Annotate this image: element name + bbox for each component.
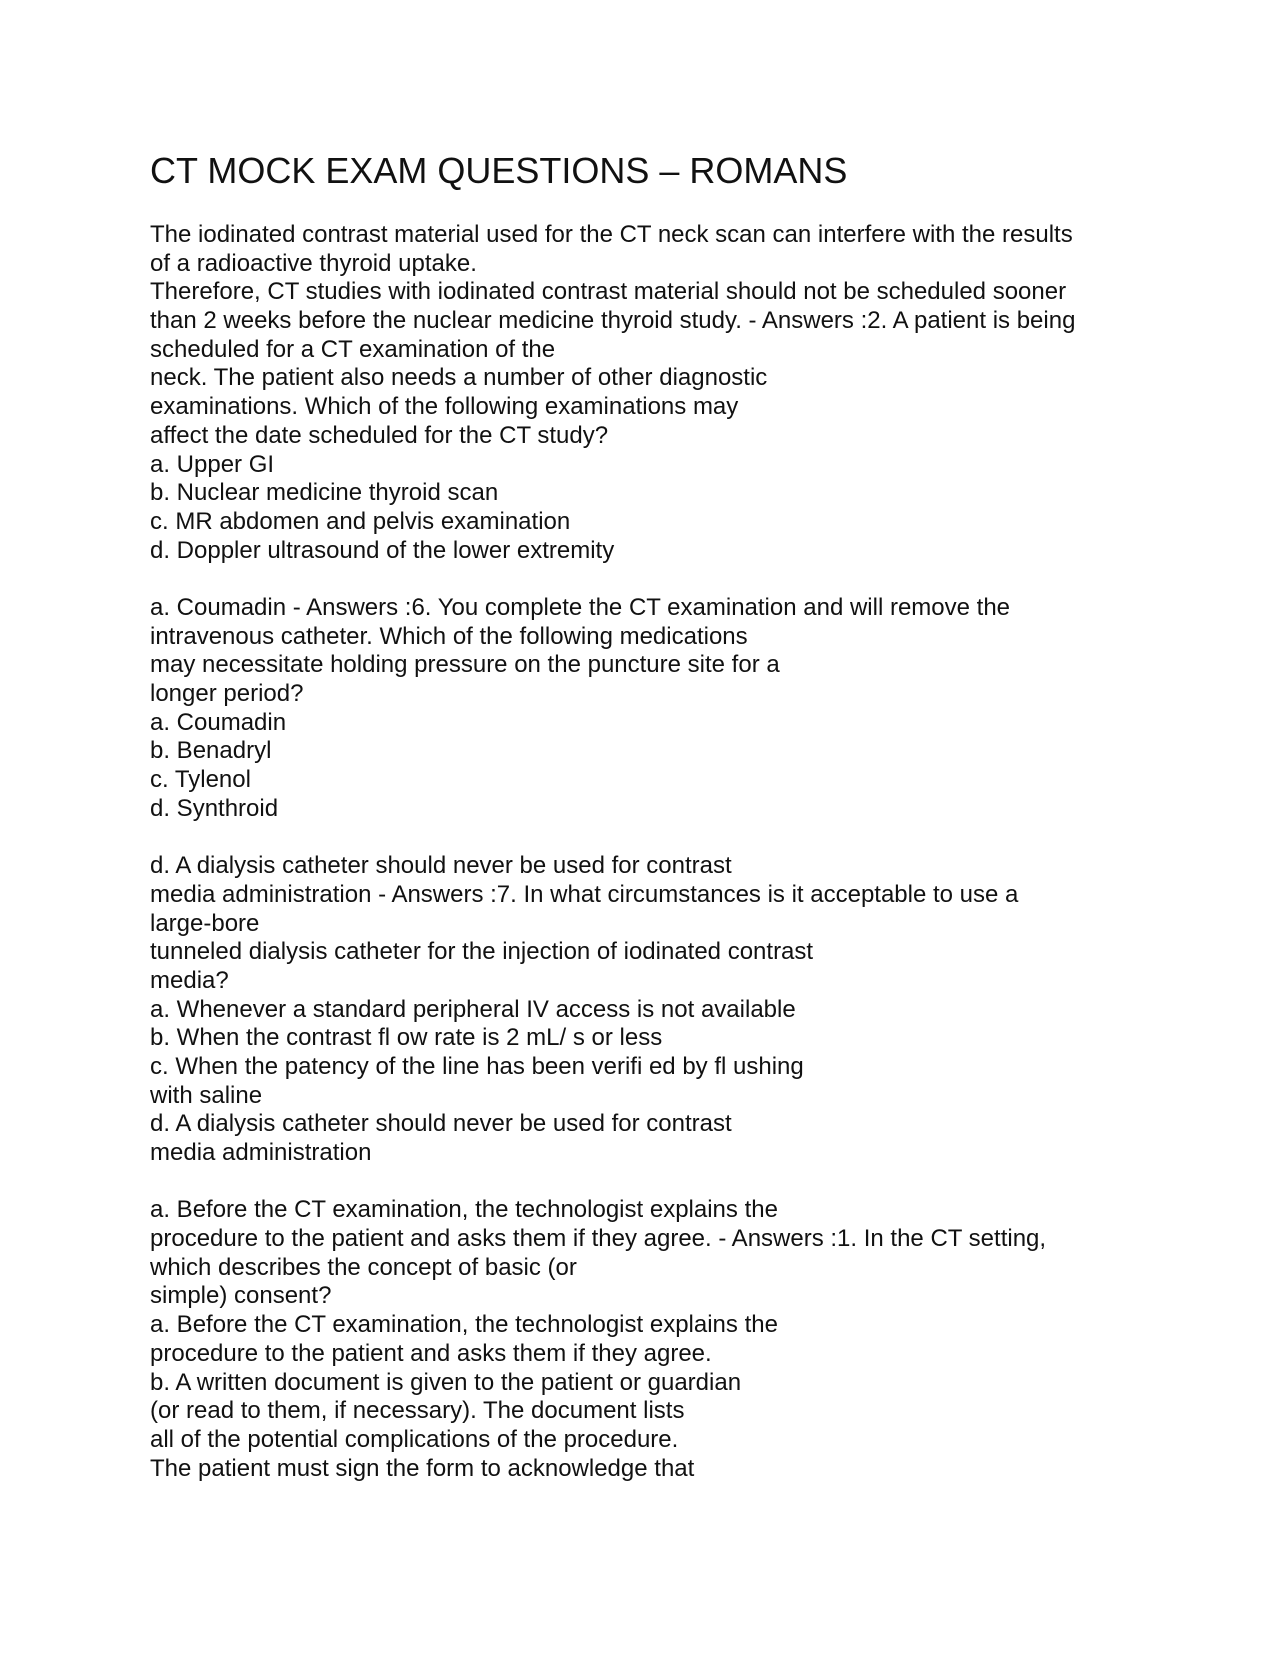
text-line: scheduled for a CT examination of the <box>150 335 556 363</box>
text-line: longer period? <box>150 680 304 707</box>
text-line: The iodinated contrast material used for the CT neck scan can interfere with the results <box>150 221 1073 248</box>
paragraph-gap <box>150 565 1150 594</box>
document-title: CT MOCK EXAM QUESTIONS – ROMANS <box>150 150 848 191</box>
question-block <box>150 852 1150 1168</box>
paragraph-gap <box>150 1168 1150 1197</box>
text-line: which describes the concept of basic (or <box>150 1253 577 1281</box>
text-line: b. Nuclear medicine thyroid scan <box>150 479 499 507</box>
text-line: media administration - Answers :7. In what circumstances is it acceptable to use a <box>150 880 1019 908</box>
text-line: c. Tylenol <box>150 766 251 794</box>
text-line: Therefore, CT studies with iodinated contrast material should not be scheduled sooner <box>150 278 1067 306</box>
text-line: (or read to them, if necessary). The document lists <box>150 1397 685 1425</box>
text-line: than 2 weeks before the nuclear medicine thyroid study. - Answers :2. A patient is being <box>150 307 1076 335</box>
text-line: b. Benadryl <box>150 737 272 765</box>
text-line: procedure to the patient and asks them if they agree. - Answers :1. In the CT setting, <box>150 1225 1047 1253</box>
text-line: procedure to the patient and asks them if they agree. <box>150 1339 712 1367</box>
text-line: simple) consent? <box>150 1282 332 1310</box>
paragraph-gap <box>150 823 1150 852</box>
text-line: d. Doppler ultrasound of the lower extremity <box>150 536 615 564</box>
text-line: a. Coumadin - Answers :6. You complete the CT examination and will remove the <box>150 593 1011 621</box>
text-line: b. A written document is given to the patient or guardian <box>150 1368 742 1396</box>
text-line: d. Synthroid <box>150 794 279 822</box>
question-block <box>150 221 1150 565</box>
text-line: large-bore <box>150 909 260 937</box>
text-line: of a radioactive thyroid uptake. <box>150 249 477 277</box>
text-line: media? <box>150 966 229 994</box>
text-line: d. A dialysis catheter should never be used for contrast <box>150 1110 732 1138</box>
question-block <box>150 594 1150 824</box>
text-line: examinations. Which of the following examinations may <box>150 393 739 421</box>
text-line: with saline <box>150 1081 263 1109</box>
text-line: tunneled dialysis catheter for the injection of iodinated contrast <box>150 938 814 966</box>
text-line: a. Before the CT examination, the technologist explains the <box>150 1196 778 1224</box>
text-line: all of the potential complications of the procedure. <box>150 1425 679 1453</box>
text-line: c. When the patency of the line has been verifi ed by fl ushing <box>150 1052 804 1080</box>
text-line: a. Coumadin <box>150 708 287 736</box>
document-body <box>150 221 1150 1483</box>
text-line: intravenous catheter. Which of the following medications <box>150 622 748 650</box>
text-line: a. Whenever a standard peripheral IV access is not available <box>150 995 796 1023</box>
text-line: may necessitate holding pressure on the puncture site for a <box>150 651 780 679</box>
text-line: affect the date scheduled for the CT study? <box>150 421 609 449</box>
text-line: a. Before the CT examination, the technologist explains the <box>150 1311 778 1339</box>
text-line: a. Upper GI <box>150 450 275 478</box>
text-line: c. MR abdomen and pelvis examination <box>150 507 571 535</box>
text-line: The patient must sign the form to acknowledge that <box>150 1454 695 1482</box>
text-line: media administration <box>150 1139 372 1166</box>
text-line: d. A dialysis catheter should never be used for contrast <box>150 852 732 880</box>
text-line: b. When the contrast fl ow rate is 2 mL/ s or less <box>150 1024 663 1052</box>
question-block <box>150 1196 1150 1483</box>
text-line: neck. The patient also needs a number of other diagnostic <box>150 364 768 392</box>
